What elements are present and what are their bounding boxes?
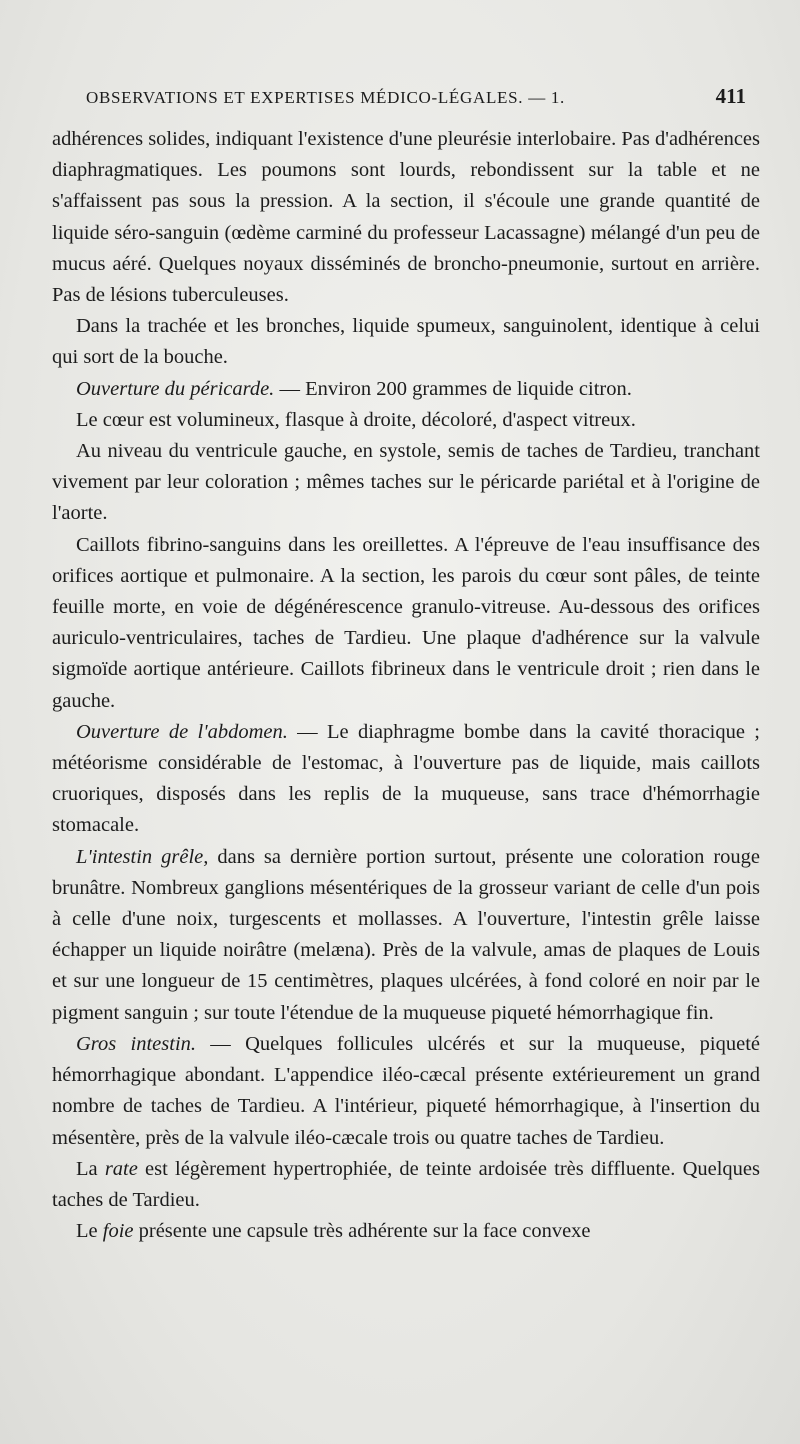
paragraph: Gros intestin. — Quelques follicules ulcérés et sur la muqueuse, piqueté hémorrhagique abondant. L'appendice iléo-cæcal présente extérieurement un grand nombre de taches de Tardieu. A l'intérieur, piqueté hémorrhagique, à l'insertion du mésentère, près de la valvule iléo-cæcale trois ou quatre taches de Tardieu. xyxy=(52,1032,760,1149)
running-title: OBSERVATIONS ET EXPERTISES MÉDICO-LÉGALES. — 1. xyxy=(86,88,565,107)
page-body xyxy=(52,124,760,1247)
section-heading: rate xyxy=(104,1157,138,1180)
section-heading: Gros intestin. xyxy=(76,1032,197,1055)
page-header xyxy=(86,84,746,118)
section-heading: Ouverture du péricarde. xyxy=(76,377,275,400)
paragraph: Le cœur est volumineux, flasque à droite, décoloré, d'aspect vitreux. xyxy=(76,408,636,431)
paragraph: Au niveau du ventricule gauche, en systole, semis de taches de Tardieu, tranchant vivement par leur coloration ; mêmes taches sur le péricarde pariétal et à l'origine de l'aorte. xyxy=(52,440,760,525)
paragraph: adhérences solides, indiquant l'existence d'une pleurésie interlobaire. Pas d'adhérences diaphragmatiques. Les poumons sont lourds, rebondissent sur la table et ne s'affaissent pas sous la pression. A la section, il s'écoule une grande quantité de liquide séro-sanguin (œdème carminé du professeur Lacassagne) mélangé d'un peu de mucus aéré. Quelques noyaux disséminés de broncho-pneumonie, surtout en arrière. Pas de lésions tuberculeuses. xyxy=(52,128,760,307)
section-heading: foie xyxy=(102,1220,134,1243)
paragraph: L'intestin grêle, dans sa dernière portion surtout, présente une coloration rouge brunâtre. Nombreux ganglions mésentériques de la grosseur variant de celle d'un pois à celle d'une noix, turgescents et mollasses. A l'ouverture, l'intestin grêle laisse échapper un liquide noirâtre (melæna). Près de la valvule, amas de plaques de Louis et sur une longueur de 15 centimètres, plaques ulcérées, à fond coloré en noir par le pigment sanguin ; sur toute l'étendue de la muqueuse piqueté hémorrhagique fin. xyxy=(52,845,760,1024)
page-number: 411 xyxy=(715,84,746,108)
paragraph: Ouverture du péricarde. — Environ 200 grammes de liquide citron. xyxy=(76,377,632,400)
paragraph: Caillots fibrino-sanguins dans les oreillettes. A l'épreuve de l'eau insuffisance des orifices aortique et pulmonaire. A la section, les parois du cœur sont pâles, de teinte feuille morte, en voie de dégénérescence granulo-vitreuse. Au-dessous des orifices auriculo-ventriculaires, taches de Tardieu. Une plaque d'adhérence sur la valvule sigmoïde aortique antérieure. Caillots fibrineux dans le ventricule droit ; rien dans le gauche. xyxy=(52,533,760,712)
paragraph: La rate est légèrement hypertrophiée, de teinte ardoisée très diffluente. Quelques taches de Tardieu. xyxy=(52,1157,760,1211)
section-heading: Ouverture de l'abdomen. xyxy=(76,720,288,743)
paragraph: Ouverture de l'abdomen. — Le diaphragme bombe dans la cavité thoracique ; météorisme considérable de l'estomac, à l'ouverture pas de liquide, mais caillots cruoriques, disposés dans les replis de la muqueuse, sans trace d'hémorrhagie stomacale. xyxy=(52,720,760,837)
paragraph: Le foie présente une capsule très adhérente sur la face convexe xyxy=(76,1220,591,1243)
section-heading: L'intestin grêle, xyxy=(76,845,209,868)
paragraph: Dans la trachée et les bronches, liquide spumeux, sanguinolent, identique à celui qui sort de la bouche. xyxy=(52,315,760,369)
